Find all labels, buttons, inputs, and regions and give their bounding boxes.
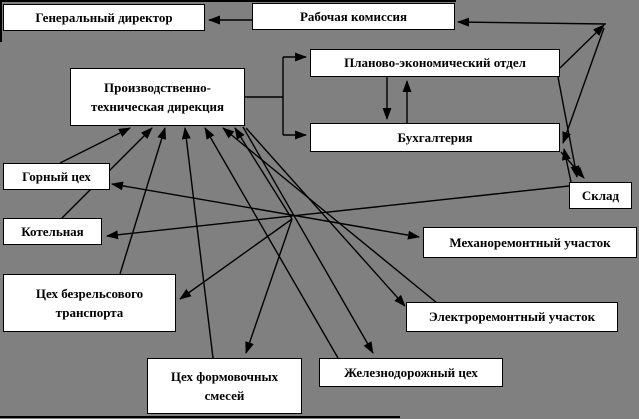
node-label: Котельная xyxy=(21,223,84,239)
node-label: Бухгалтерия xyxy=(397,129,473,145)
node-boiler-house xyxy=(3,218,102,245)
node-label: транспорта xyxy=(55,305,124,320)
node-label: Цех формовочных xyxy=(170,368,279,384)
node-label: Железнодорожный цех xyxy=(344,364,478,380)
edge-railway-shop-to-production-technical-directorate xyxy=(205,128,338,358)
node-mining-shop xyxy=(3,163,110,190)
node-label: Планово-экономический отдел xyxy=(344,55,526,71)
node-label: Рабочая комиссия xyxy=(299,8,408,24)
node-planning-economic-department xyxy=(310,49,560,77)
edge-junction-right-to-working-commission xyxy=(458,22,606,24)
node-trackless-transport-shop xyxy=(3,274,176,332)
node-label: смесей xyxy=(204,388,245,403)
node-general-director xyxy=(3,4,205,31)
node-accounting xyxy=(310,123,560,152)
node-label: Электроремонтный участок xyxy=(428,309,596,325)
edge-molding-sand-shop-to-production-technical-directorate xyxy=(185,128,213,358)
edge-mining-shop-to-mechanical-repair-section xyxy=(112,184,419,237)
node-label: техническая дирекция xyxy=(90,99,225,114)
node-railway-shop xyxy=(319,358,503,387)
node-label: Производственно- xyxy=(104,79,211,95)
node-label: Генеральный директор xyxy=(35,9,173,25)
edge-hub-to-trackless-transport-shop xyxy=(180,219,292,299)
node-label: Склад xyxy=(581,187,620,203)
edge-hub-to-production-technical-directorate xyxy=(235,128,292,219)
node-production-technical-directorate xyxy=(70,68,245,126)
node-label: Горный цех xyxy=(22,168,91,184)
node-electrical-repair-section xyxy=(406,302,618,332)
edge-mining-shop-to-production-technical-directorate xyxy=(60,128,130,163)
edge-production-technical-directorate-to-electrical-repair-section xyxy=(246,128,405,306)
node-label: Цех безрельсового xyxy=(35,285,144,301)
node-label: Механоремонтный участок xyxy=(449,234,611,250)
edge-trackless-transport-shop-to-production-technical-directorate xyxy=(120,128,165,274)
node-mechanical-repair-section xyxy=(423,227,637,258)
node-working-commission xyxy=(252,3,455,30)
node-molding-sand-shop xyxy=(147,358,302,414)
edge-planning-economic-department-to-warehouse xyxy=(558,77,577,177)
node-warehouse xyxy=(569,182,632,209)
edge-warehouse-to-accounting xyxy=(564,149,571,182)
